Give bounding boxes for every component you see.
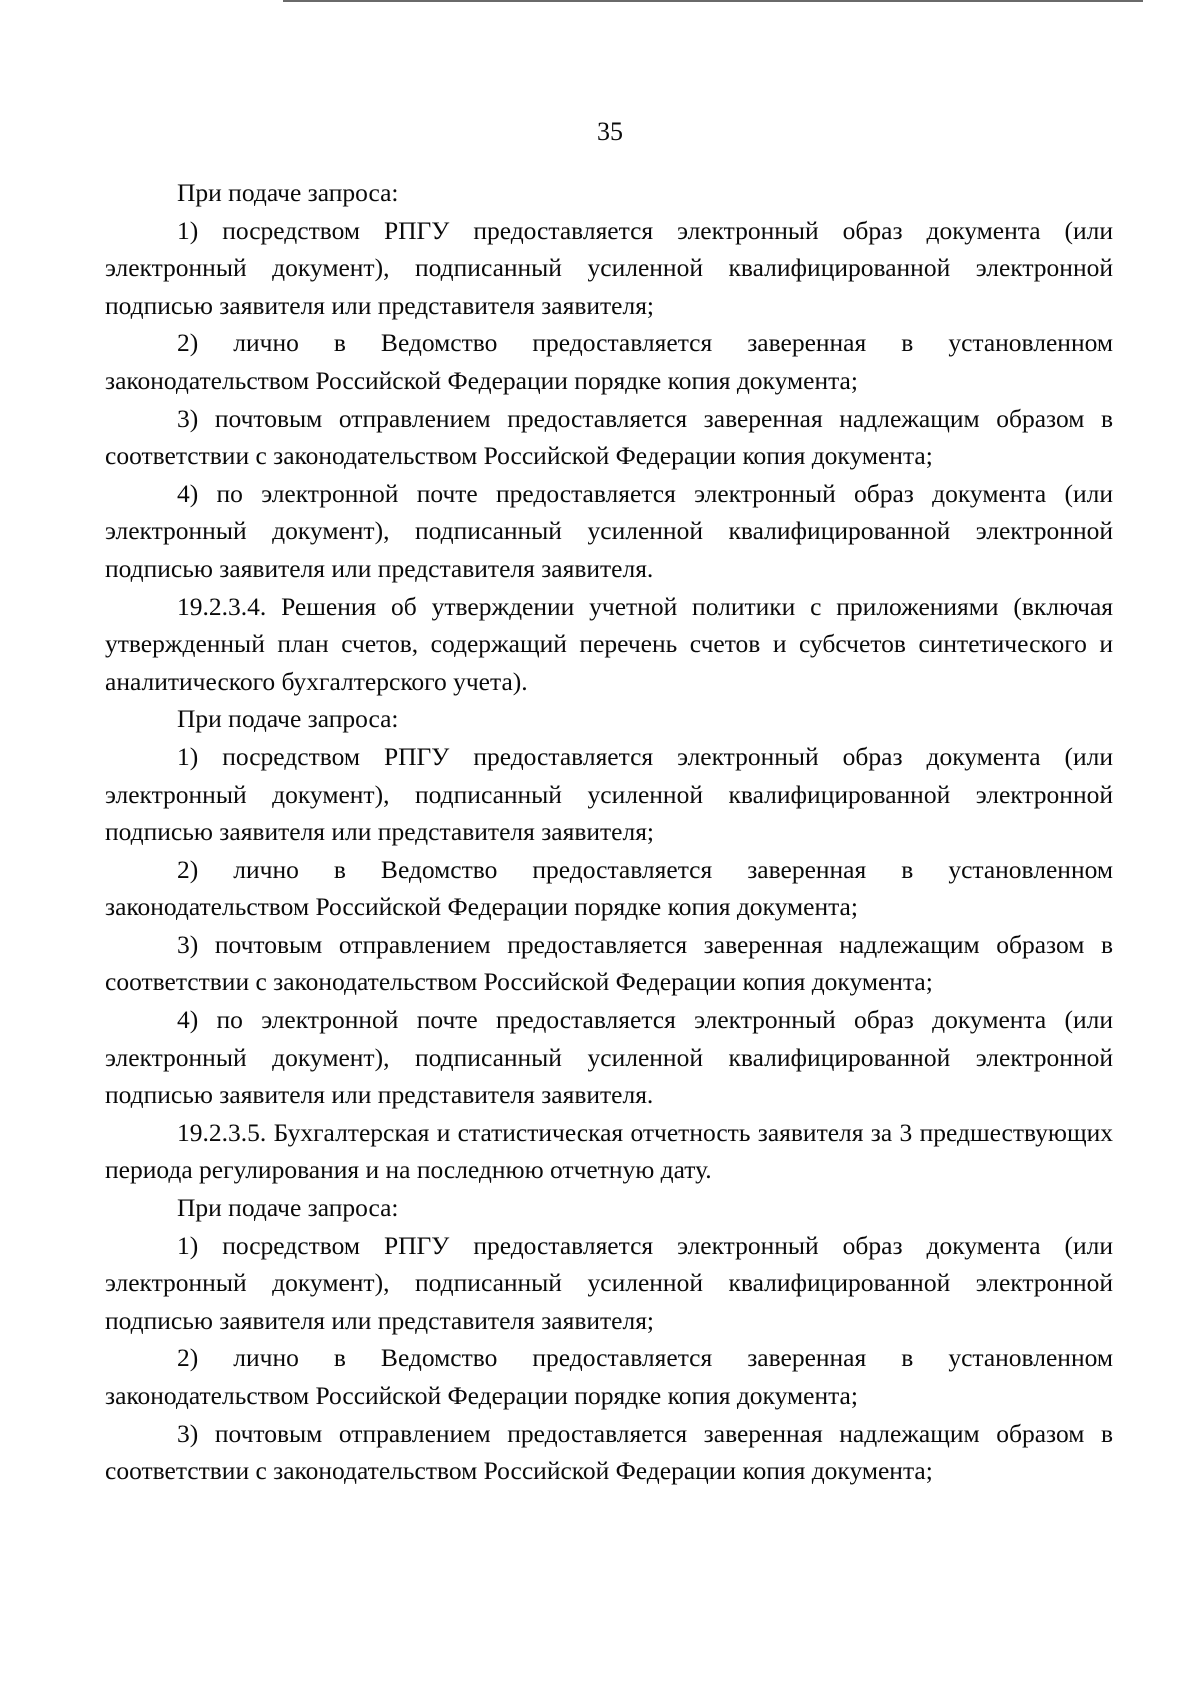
paragraph-option-email: 4) по электронной почте предоставляется электронный образ документа (или электронный документ), подписанный усиленной квалифицированной электронной подписью заявителя или представителя заявителя.: [105, 1005, 1113, 1110]
document-body: [105, 174, 1113, 1490]
paragraph-request-intro: При подаче запроса:: [177, 704, 399, 734]
paragraph-section-19-2-3-4: 19.2.3.4. Решения об утверждении учетной политики с приложениями (включая утвержденный план счетов, содержащий перечень счетов и субсчетов синтетического и аналитического бухгалтерского учета).: [105, 591, 1113, 696]
paragraph-request-intro: При подаче запроса:: [177, 178, 399, 207]
paragraph-option-postal: 3) почтовым отправлением предоставляется заверенная надлежащим образом в соответствии с законодательством Российской Федерации копия документа;: [105, 403, 1113, 471]
paragraph-section-19-2-3-5: 19.2.3.5. Бухгалтерская и статистическая отчетность заявителя за 3 предшествующих периода регулирования и на последнюю отчетную дату.: [105, 1117, 1113, 1185]
paragraph-option-postal: 3) почтовым отправлением предоставляется заверенная надлежащим образом в соответствии с законодательством Российской Федерации копия документа;: [105, 1418, 1113, 1486]
paragraph-request-intro: При подаче запроса:: [177, 1193, 399, 1223]
paragraph-option-postal: 3) почтовым отправлением предоставляется заверенная надлежащим образом в соответствии с законодательством Российской Федерации копия документа;: [105, 929, 1113, 997]
paragraph-option-in-person: 2) лично в Ведомство предоставляется заверенная в установленном законодательством Российской Федерации порядке копия документа;: [105, 328, 1113, 395]
paragraph-option-in-person: 2) лично в Ведомство предоставляется заверенная в установленном законодательством Российской Федерации порядке копия документа;: [105, 1343, 1113, 1410]
paragraph-option-rpgu: 1) посредством РПГУ предоставляется электронный образ документа (или электронный документ), подписанный усиленной квалифицированной электронной подписью заявителя или представителя заявителя;: [105, 1230, 1113, 1335]
top-border-line: [283, 0, 1143, 2]
paragraph-option-email: 4) по электронной почте предоставляется электронный образ документа (или электронный документ), подписанный усиленной квалифицированной электронной подписью заявителя или представителя заявителя.: [105, 478, 1113, 583]
paragraph-option-in-person: 2) лично в Ведомство предоставляется заверенная в установленном законодательством Российской Федерации порядке копия документа;: [105, 854, 1113, 922]
page-number: 35: [597, 117, 623, 146]
paragraph-option-rpgu: 1) посредством РПГУ предоставляется электронный образ документа (или электронный документ), подписанный усиленной квалифицированной электронной подписью заявителя или представителя заявителя;: [105, 741, 1113, 847]
paragraph-option-rpgu: 1) посредством РПГУ предоставляется электронный образ документа (или электронный документ), подписанный усиленной квалифицированной электронной подписью заявителя или представителя заявителя;: [105, 215, 1113, 320]
